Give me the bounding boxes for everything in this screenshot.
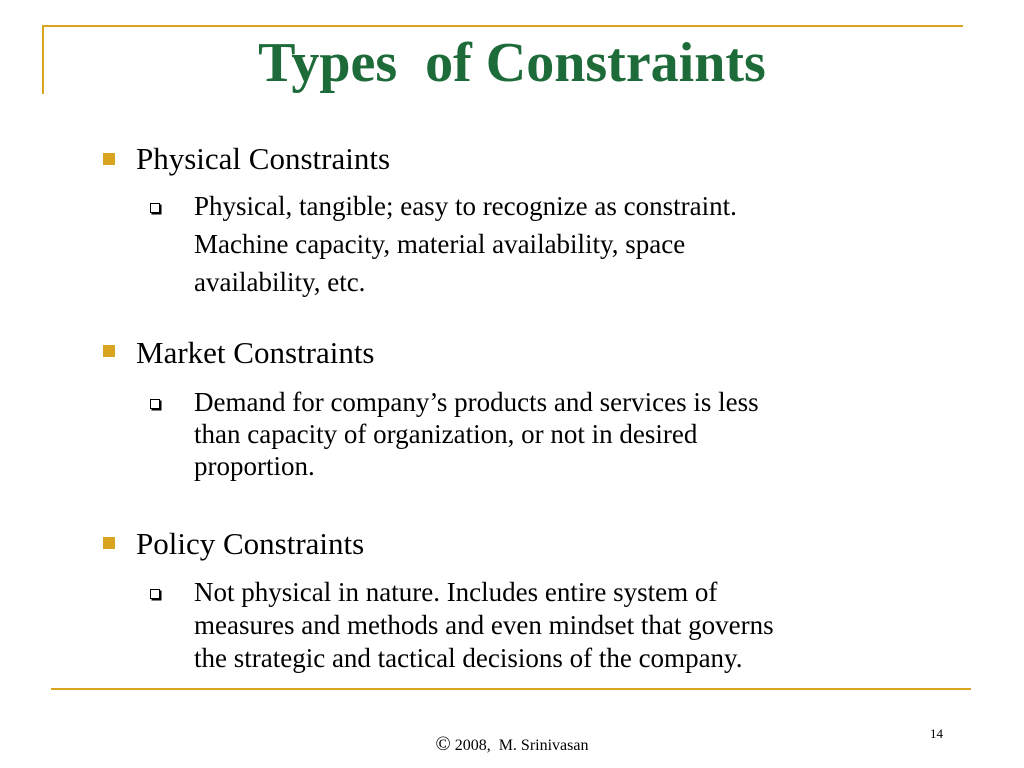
- section-detail-market: [194, 386, 939, 482]
- square-bullet-icon: [103, 537, 115, 549]
- section-detail-policy: [194, 576, 939, 675]
- square-bullet-icon: [103, 345, 115, 357]
- footer-text: 2008, M. Srinivasan: [450, 737, 589, 754]
- detail-line: Physical, tangible; easy to recognize as constraint.: [194, 191, 737, 221]
- detail-line: Machine capacity, material availability, space: [194, 229, 686, 259]
- square-bullet-icon: [103, 153, 115, 165]
- detail-line: proportion.: [194, 451, 315, 481]
- hollow-square-bullet-icon: [150, 589, 160, 599]
- footer-divider: [51, 688, 971, 690]
- detail-line: availability, etc.: [194, 267, 366, 297]
- section-detail-physical: [194, 187, 939, 301]
- detail-line: measures and methods and even mindset that governs: [194, 610, 774, 640]
- detail-line: Not physical in nature. Includes entire system of: [194, 577, 718, 607]
- page-number: 14: [930, 726, 943, 741]
- detail-line: Demand for company’s products and services is less: [194, 387, 759, 417]
- section-heading-market: Market Constraints: [136, 335, 375, 370]
- section-heading-physical: Physical Constraints: [136, 141, 391, 176]
- section-heading-policy: Policy Constraints: [136, 526, 365, 561]
- hollow-square-bullet-icon: [150, 203, 160, 213]
- detail-line: the strategic and tactical decisions of the company.: [194, 643, 743, 673]
- slide-title: Types of Constraints: [258, 32, 766, 94]
- footer-copyright: [0, 733, 1024, 756]
- copyright-icon: ©: [435, 733, 451, 755]
- frame-top-border: [42, 25, 963, 27]
- hollow-square-bullet-icon: [150, 399, 160, 409]
- detail-line: than capacity of organization, or not in desired: [194, 419, 698, 449]
